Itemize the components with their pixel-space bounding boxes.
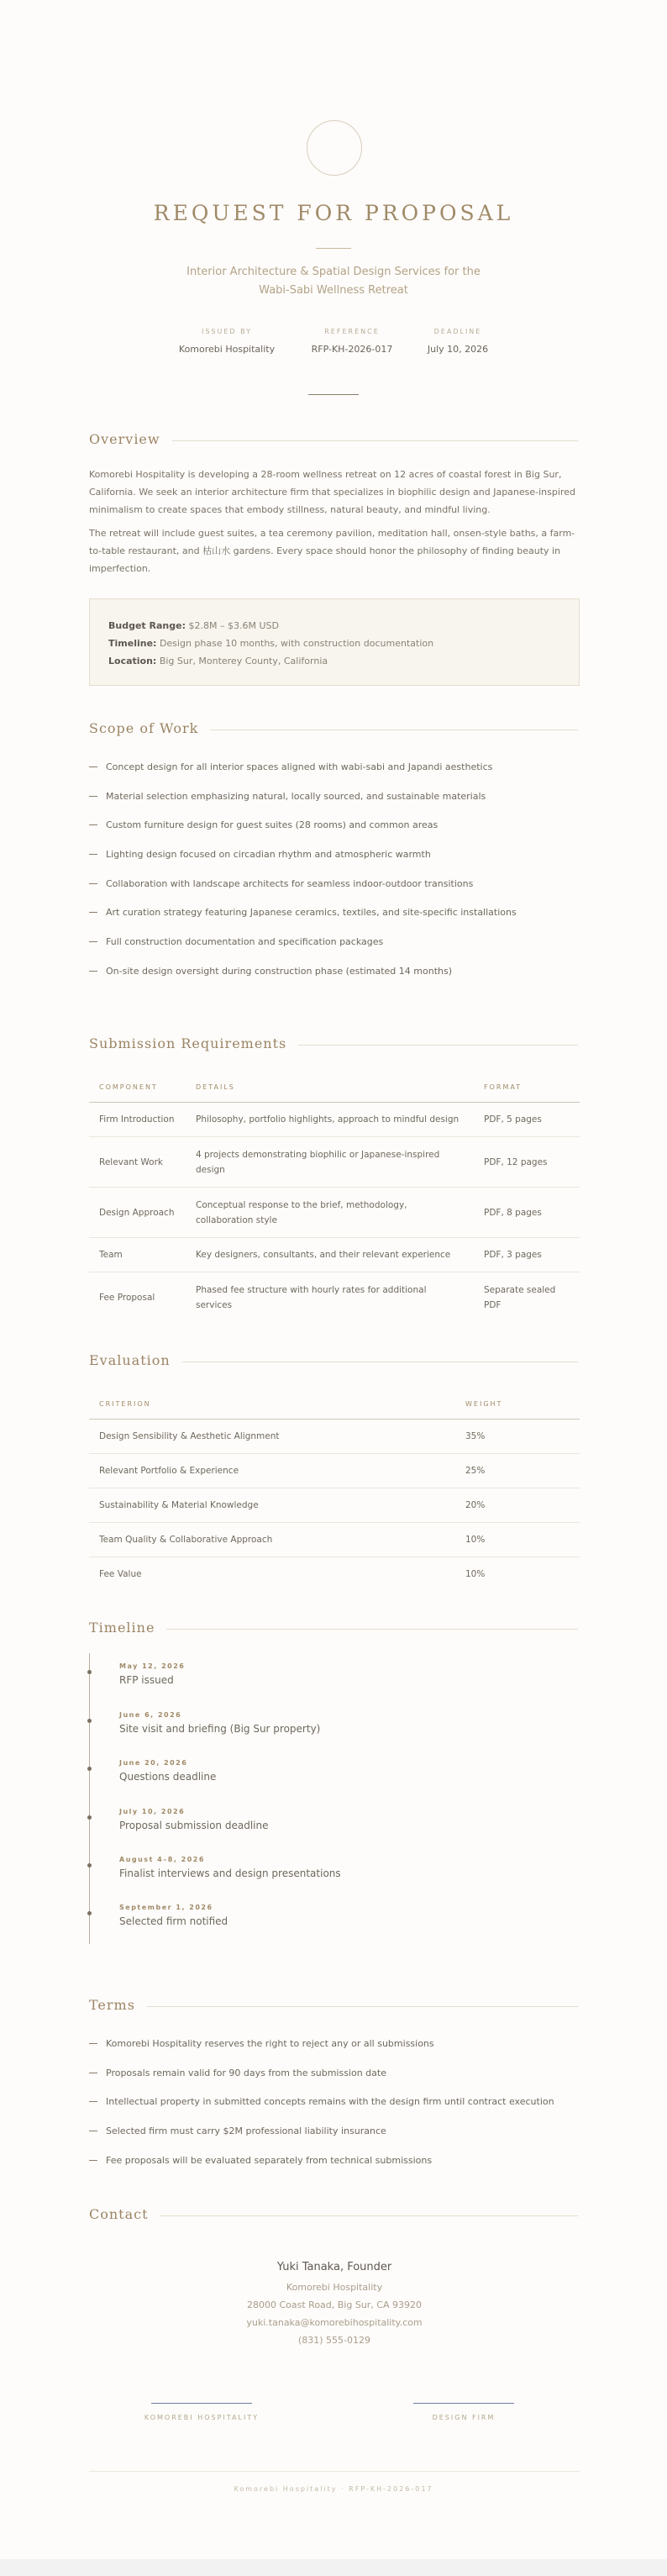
dash-marker (89, 796, 97, 797)
table-cell: Relevant Work (89, 1137, 186, 1188)
meta-issued-by (168, 327, 286, 356)
timeline-event: Proposal submission deadline (119, 1820, 269, 1831)
table-row (89, 1488, 580, 1523)
section-title: Scope of Work (89, 720, 210, 737)
table-cell: 35% (455, 1420, 580, 1454)
heading-rule (89, 2006, 578, 2007)
timeline-dot (87, 1670, 92, 1674)
timeline-item (89, 1900, 580, 1942)
signature-label: KOMOREBI HOSPITALITY (144, 2414, 260, 2421)
section-title: Overview (89, 431, 172, 448)
table-cell: PDF, 3 pages (474, 1238, 580, 1272)
table-cell: Relevant Portfolio & Experience (89, 1454, 455, 1488)
table-row (89, 1137, 580, 1188)
table-row (89, 1454, 580, 1488)
timeline-date: June 6, 2026 (119, 1711, 182, 1719)
timeline-event: Site visit and briefing (Big Sur property) (119, 1723, 321, 1735)
submission-heading (89, 1035, 578, 1054)
evaluation-heading (89, 1352, 578, 1371)
column-header: CRITERION (89, 1388, 455, 1420)
section-title: Contact (89, 2206, 160, 2223)
bottom-band (0, 2559, 667, 2576)
contact-address: 28000 Coast Road, Big Sur, CA 93920 (246, 2299, 423, 2310)
meta-value: Komorebi Hospitality (178, 344, 276, 355)
table-cell: Fee Proposal (99, 1292, 155, 1303)
footer-divider (89, 2471, 580, 2472)
budget-line (108, 617, 560, 635)
signature-line (151, 2403, 252, 2404)
terms-item: Fee proposals will be evaluated separately from technical submissions (89, 2155, 585, 2184)
submission-table (89, 1072, 580, 1323)
document-title: REQUEST FOR PROPOSAL (153, 201, 514, 225)
meta-label: ISSUED BY (201, 328, 253, 335)
timeline-dot (87, 1863, 92, 1867)
meta-value: July 10, 2026 (427, 344, 489, 355)
timeline-item (89, 1708, 580, 1750)
header-divider (308, 394, 359, 395)
document-subtitle: Interior Architecture & Spatial Design Services for the Wabi-Sabi Wellness Retreat (186, 266, 481, 297)
overview-heading (89, 431, 578, 450)
heading-rule (89, 2215, 578, 2216)
table-cell: Team Quality & Collaborative Approach (89, 1523, 455, 1557)
column-header: COMPONENT (89, 1072, 186, 1103)
contact-name: Yuki Tanaka, Founder (276, 2261, 392, 2273)
table-header-row (89, 1388, 580, 1420)
timeline-line (108, 635, 560, 652)
table-cell: Team (89, 1238, 186, 1272)
scope-item: Lighting design focused on circadian rhythm and atmospheric warmth (89, 849, 585, 878)
terms-item: Proposals remain valid for 90 days from the submission date (89, 2068, 585, 2097)
evaluation-table (89, 1388, 580, 1592)
table-cell: Sustainability & Material Knowledge (89, 1488, 455, 1523)
scope-item: Art curation strategy featuring Japanese ceramics, textiles, and site-specific installations (89, 907, 585, 936)
dash-marker (89, 766, 97, 767)
scope-item: Full construction documentation and specification packages (89, 936, 585, 966)
dash-marker (89, 2043, 97, 2044)
column-header: FORMAT (474, 1072, 580, 1103)
project-summary-box (89, 598, 580, 686)
location-line (108, 652, 560, 670)
meta-value: RFP-KH-2026-017 (311, 344, 393, 355)
timeline-event: Selected firm notified (119, 1915, 228, 1927)
table-cell: PDF, 8 pages (474, 1188, 580, 1238)
table-cell: Design Sensibility & Aesthetic Alignment (89, 1420, 455, 1454)
logo-circle (307, 120, 362, 176)
timeline-dot (87, 1815, 92, 1820)
timeline-dot (87, 1911, 92, 1915)
scope-item: Concept design for all interior spaces aligned with wabi-sabi and Japandi aesthetics (89, 761, 585, 791)
timeline-date: September 1, 2026 (119, 1904, 213, 1911)
dash-marker (89, 912, 97, 913)
table-cell: 20% (455, 1488, 580, 1523)
timeline-event: Finalist interviews and design presentations (119, 1867, 341, 1879)
table-row (89, 1188, 580, 1238)
timeline-dot (87, 1719, 92, 1723)
timeline-event: RFP issued (119, 1674, 174, 1686)
dash-marker (89, 854, 97, 855)
table-cell: Phased fee structure with hourly rates for additional services (196, 1284, 427, 1310)
timeline-date: May 12, 2026 (119, 1662, 186, 1670)
table-cell: Conceptual response to the brief, methodology, collaboration style (186, 1188, 474, 1238)
table-cell: Design Approach (89, 1188, 186, 1238)
timeline-item (89, 1804, 580, 1846)
table-cell: Fee Value (99, 1569, 142, 1580)
timeline-date: August 4–8, 2026 (119, 1856, 205, 1863)
timeline (89, 1651, 580, 1946)
contact-heading (89, 2206, 578, 2225)
meta-label: REFERENCE (324, 328, 380, 335)
title-divider (316, 248, 351, 249)
overview-paragraph-2: The retreat will include guest suites, a tea ceremony pavilion, meditation hall, onsen-style baths, a farm-to-table restaurant, and 枯山水 gardens. Every space should honor the philosophy of finding beauty in imperfection. (89, 528, 575, 574)
contact-company: Komorebi Hospitality (286, 2282, 383, 2293)
meta-reference (293, 327, 411, 356)
timeline-label: Timeline: (108, 638, 157, 649)
page-footer: Komorebi Hospitality · RFP-KH-2026-017 (234, 2485, 433, 2493)
timeline-item (89, 1852, 580, 1894)
location-label: Location: (108, 656, 157, 666)
table-cell: PDF, 5 pages (474, 1103, 580, 1137)
signature-line (413, 2403, 514, 2404)
table-cell: Firm Introduction (89, 1103, 186, 1137)
terms-heading (89, 1997, 578, 2015)
dash-marker (89, 941, 97, 942)
terms-item: Komorebi Hospitality reserves the right to reject any or all submissions (89, 2038, 585, 2068)
dash-marker (89, 971, 97, 972)
contact-email[interactable]: yuki.tanaka@komorebihospitality.com (246, 2317, 423, 2328)
section-title: Terms (89, 1997, 147, 2014)
section-title: Evaluation (89, 1352, 182, 1369)
budget-label: Budget Range: (108, 620, 186, 631)
table-cell: PDF, 12 pages (474, 1137, 580, 1188)
contact-phone[interactable]: (831) 555-0129 (297, 2335, 371, 2346)
timeline-date: June 20, 2026 (119, 1759, 188, 1767)
scope-item: Material selection emphasizing natural, locally sourced, and sustainable materials (89, 791, 585, 820)
table-row (89, 1557, 580, 1592)
scope-list (89, 761, 585, 995)
timeline-value: Design phase 10 months, with construction documentation (159, 638, 434, 649)
table-cell: 10% (465, 1569, 486, 1580)
scope-item: Custom furniture design for guest suites (28 rooms) and common areas (89, 819, 585, 849)
budget-value: $2.8M – $3.6M USD (188, 620, 279, 631)
scope-item: On-site design oversight during construction phase (estimated 14 months) (89, 966, 585, 995)
section-title: Timeline (89, 1620, 166, 1636)
signature-label: DESIGN FIRM (432, 2414, 496, 2421)
table-cell: 25% (455, 1454, 580, 1488)
section-title: Submission Requirements (89, 1035, 298, 1052)
table-cell: 10% (455, 1523, 580, 1557)
overview-paragraph-1: Komorebi Hospitality is developing a 28-room wellness retreat on 12 acres of coastal forest in Big Sur, California. We seek an interior architecture firm that specializes in biophilic design and Japanese-inspired minimalism to create spaces that embody stillness, natural beauty, and mindful living. (89, 469, 575, 515)
table-row (89, 1238, 580, 1272)
signature-block-client (143, 2403, 260, 2421)
timeline-event: Questions deadline (119, 1771, 217, 1783)
terms-list (89, 2038, 585, 2184)
table-cell: 4 projects demonstrating biophilic or Japanese-inspired design (186, 1137, 474, 1188)
dash-marker (89, 824, 97, 825)
column-header: DETAILS (186, 1072, 474, 1103)
table-row (89, 1523, 580, 1557)
table-row (89, 1103, 580, 1137)
timeline-item (89, 1756, 580, 1798)
meta-label: DEADLINE (433, 328, 482, 335)
contact-block (89, 2260, 580, 2349)
timeline-item (89, 1659, 580, 1701)
table-header-row (89, 1072, 580, 1103)
dash-marker (89, 883, 97, 884)
scope-item: Collaboration with landscape architects for seamless indoor-outdoor transitions (89, 878, 585, 908)
table-cell: Key designers, consultants, and their relevant experience (186, 1238, 474, 1272)
terms-item: Selected firm must carry $2M professional liability insurance (89, 2126, 585, 2155)
timeline-heading (89, 1620, 578, 1638)
table-row (89, 1272, 580, 1323)
table-cell: Philosophy, portfolio highlights, approach to mindful design (186, 1103, 474, 1137)
terms-item: Intellectual property in submitted concepts remains with the design firm until contract execution (89, 2096, 585, 2126)
table-cell: Separate sealed PDF (484, 1284, 556, 1310)
signature-block-firm (405, 2403, 523, 2421)
dash-marker (89, 2160, 97, 2161)
column-header: WEIGHT (455, 1388, 580, 1420)
location-value: Big Sur, Monterey County, California (159, 656, 328, 666)
dash-marker (89, 2101, 97, 2102)
timeline-date: July 10, 2026 (119, 1808, 186, 1815)
timeline-dot (87, 1767, 92, 1771)
scope-heading (89, 720, 578, 739)
table-row (89, 1420, 580, 1454)
meta-deadline (399, 327, 517, 356)
